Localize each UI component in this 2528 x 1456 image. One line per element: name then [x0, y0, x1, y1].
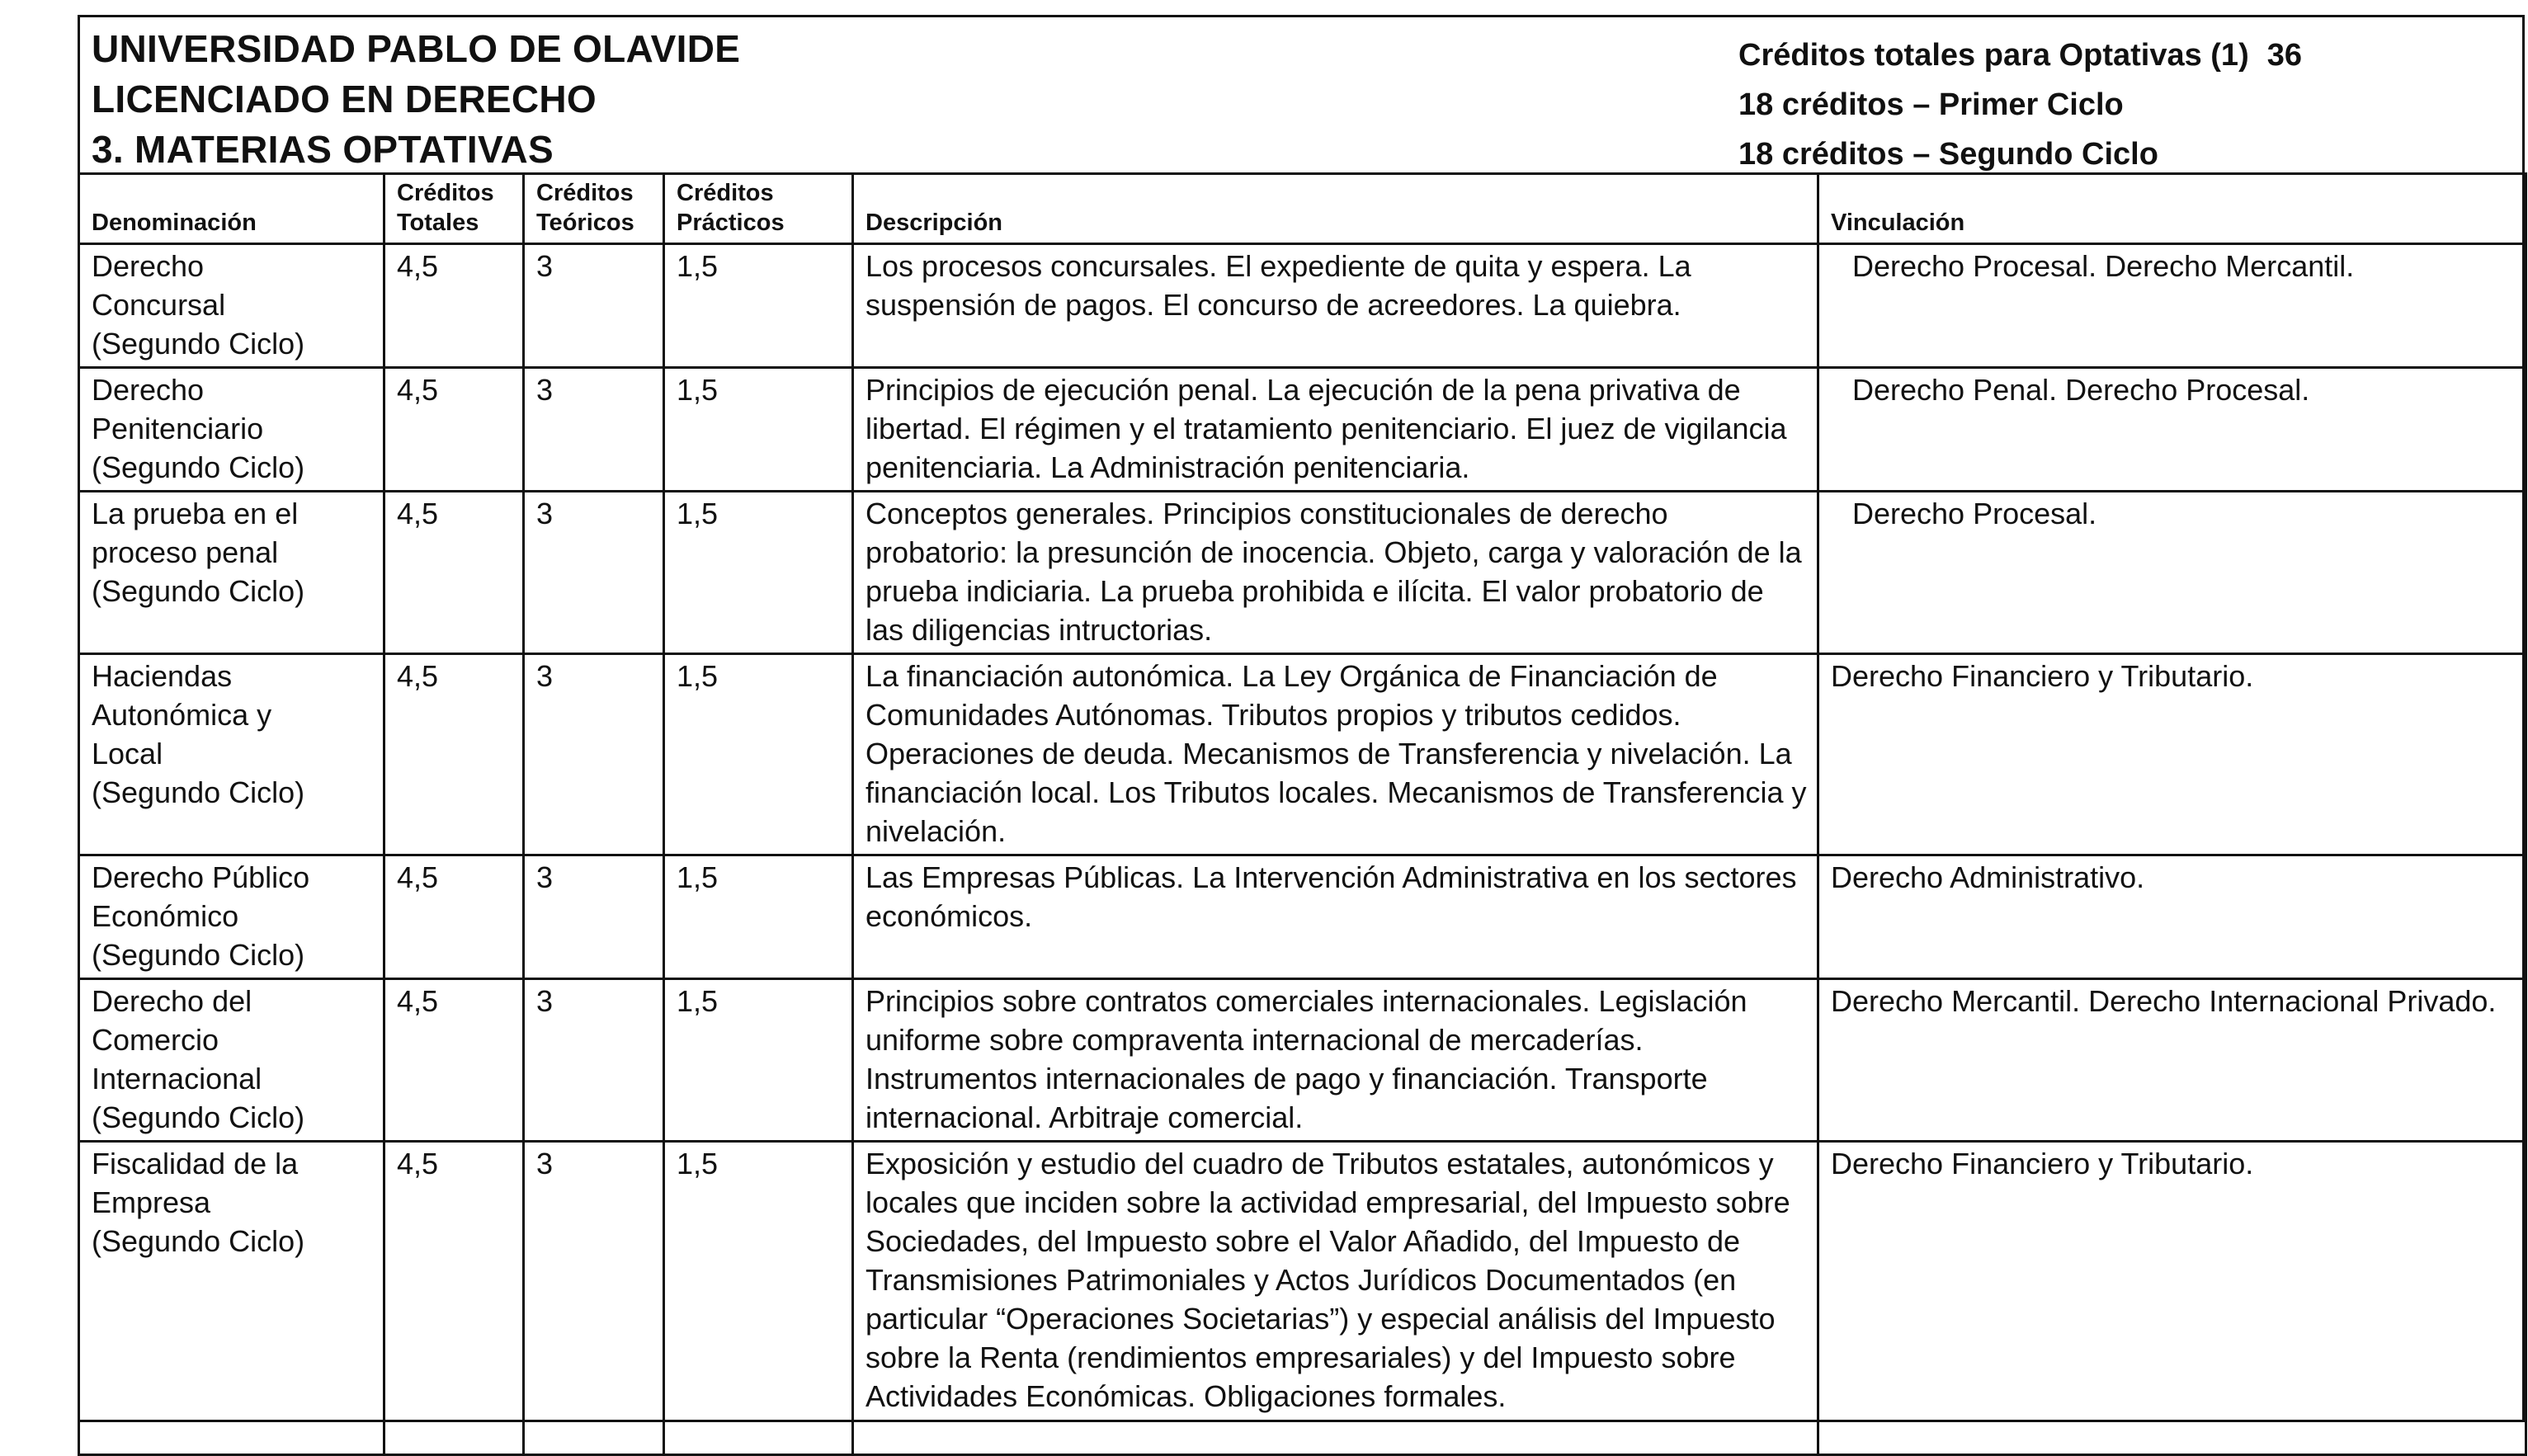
table-row [79, 244, 2526, 368]
name-line: (Segundo Ciclo) [92, 1100, 305, 1134]
cell-creditos-practicos: 1,5 [664, 1142, 853, 1455]
cell-creditos-practicos: 1,5 [664, 244, 853, 368]
table-header-row [79, 174, 2526, 244]
name-line: Derecho [92, 249, 205, 283]
name-line: (Segundo Ciclo) [92, 1224, 305, 1258]
total-credits-value: 36 [2266, 38, 2303, 73]
cell-denominacion [79, 492, 384, 654]
cell-creditos-teoricos: 3 [524, 855, 664, 979]
cell-descripcion: Principios de ejecución penal. La ejecución de la pena privativa de libertad. El régimen y el tratamiento penitenciario. El juez de vigilancia penitenciaria. La Administración penitenciaria. [853, 368, 1818, 492]
name-line: Fiscalidad de la [92, 1147, 299, 1180]
header-line: Totales [397, 210, 479, 236]
header-line: Créditos [677, 180, 774, 206]
table-row [79, 368, 2526, 492]
name-line: Haciendas [92, 659, 233, 693]
cell-creditos-teoricos: 3 [524, 368, 664, 492]
cell-vinculacion: Derecho Administrativo. [1818, 855, 2526, 979]
name-line: Autonómica y [92, 698, 272, 732]
table-row [79, 979, 2526, 1142]
cell-creditos-teoricos: 3 [524, 654, 664, 855]
name-line: Penitenciario [92, 412, 264, 445]
degree-name: LICENCIADO EN DERECHO [92, 78, 597, 120]
name-line: (Segundo Ciclo) [92, 327, 305, 360]
name-line: Local [92, 737, 163, 770]
cell-denominacion [79, 979, 384, 1142]
cell-denominacion [79, 368, 384, 492]
header-creditos-totales [384, 174, 524, 244]
table-row [79, 855, 2526, 979]
cell-descripcion: Exposición y estudio del cuadro de Tributos estatales, autonómicos y locales que inciden sobre la actividad empresarial, del Impuesto sobre Sociedades, del Impuesto sobre el Valor Añadido, del Impuesto de Transmisiones Patrimoniales y Actos Jurídicos Documentados (en particular “Operaciones Societarias”) y especial análisis del Impuesto sobre la Renta (rendimientos empresariales) y del Impuesto sobre Actividades Económicas. Obligaciones formales. [853, 1142, 1818, 1455]
cell-vinculacion: Derecho Procesal. [1818, 492, 2526, 654]
cell-creditos-teoricos: 3 [524, 244, 664, 368]
cell-creditos-totales: 4,5 [384, 654, 524, 855]
header-line: Teóricos [536, 210, 634, 236]
name-line: proceso penal [92, 535, 279, 569]
cell-creditos-practicos: 1,5 [664, 368, 853, 492]
segundo-ciclo-credits: 18 créditos – Segundo Ciclo [1738, 137, 2158, 172]
total-credits-line [1738, 31, 2302, 80]
cell-denominacion [79, 855, 384, 979]
cell-descripcion: Las Empresas Públicas. La Intervención Administrativa en los sectores económicos. [853, 855, 1818, 979]
cell-denominacion [79, 244, 384, 368]
header-vinculacion: Vinculación [1818, 174, 2526, 244]
header-creditos-teoricos [524, 174, 664, 244]
cell-creditos-teoricos: 3 [524, 1142, 664, 1455]
cell-creditos-totales: 4,5 [384, 1142, 524, 1455]
header-line: Prácticos [677, 210, 785, 236]
name-line: Derecho Público [92, 860, 310, 894]
cell-vinculacion: Derecho Financiero y Tributario. [1818, 1142, 2526, 1455]
credits-summary [1738, 31, 2302, 179]
name-line: La prueba en el [92, 497, 299, 530]
name-line: (Segundo Ciclo) [92, 450, 305, 484]
cell-denominacion [79, 1142, 384, 1455]
cell-vinculacion: Derecho Procesal. Derecho Mercantil. [1818, 244, 2526, 368]
document-title-block [92, 24, 740, 175]
cell-creditos-teoricos: 3 [524, 979, 664, 1142]
cell-denominacion [79, 654, 384, 855]
header-line: Créditos [397, 180, 494, 206]
cell-creditos-totales: 4,5 [384, 979, 524, 1142]
name-line: Derecho [92, 373, 205, 407]
name-line: (Segundo Ciclo) [92, 574, 305, 608]
cell-descripcion: La financiación autonómica. La Ley Orgánica de Financiación de Comunidades Autónomas. Tributos propios y tributos cedidos. Operaciones de deuda. Mecanismos de Transferencia y nivelación. La financiación local. Los Tributos locales. Mecanismos de Transferencia y nivelación. [853, 654, 1818, 855]
cell-vinculacion: Derecho Mercantil. Derecho Internacional Privado. [1818, 979, 2526, 1142]
table-row [79, 492, 2526, 654]
subjects-table [78, 172, 2527, 1456]
cell-descripcion: Principios sobre contratos comerciales internacionales. Legislación uniforme sobre compraventa internacional de mercaderías. Instrumentos internacionales de pago y financiación. Transporte internacional. Arbitraje comercial. [853, 979, 1818, 1142]
cell-vinculacion: Derecho Penal. Derecho Procesal. [1818, 368, 2526, 492]
name-line: Concursal [92, 288, 226, 322]
cell-descripcion: Conceptos generales. Principios constitucionales de derecho probatorio: la presunción de inocencia. Objeto, carga y valoración de la prueba indiciaria. La prueba prohibida e ilícita. El valor probatorio de las diligencias intructorias. [853, 492, 1818, 654]
header-denominacion: Denominación [79, 174, 384, 244]
cell-creditos-teoricos: 3 [524, 492, 664, 654]
name-line: Internacional [92, 1062, 262, 1096]
table-row [79, 654, 2526, 855]
cell-vinculacion: Derecho Financiero y Tributario. [1818, 654, 2526, 855]
section-title: 3. MATERIAS OPTATIVAS [92, 128, 554, 171]
cell-creditos-totales: 4,5 [384, 244, 524, 368]
document-sheet [78, 15, 2525, 1422]
cell-creditos-totales: 4,5 [384, 492, 524, 654]
cell-creditos-totales: 4,5 [384, 855, 524, 979]
cell-descripcion: Los procesos concursales. El expediente de quita y espera. La suspensión de pagos. El concurso de acreedores. La quiebra. [853, 244, 1818, 368]
name-line: (Segundo Ciclo) [92, 775, 305, 809]
name-line: Empresa [92, 1185, 211, 1219]
name-line: Económico [92, 899, 239, 933]
name-line: (Segundo Ciclo) [92, 938, 305, 972]
university-name: UNIVERSIDAD PABLO DE OLAVIDE [92, 27, 741, 70]
header-descripcion: Descripción [853, 174, 1818, 244]
header-line: Créditos [536, 180, 634, 206]
cell-creditos-practicos: 1,5 [664, 979, 853, 1142]
total-credits-label: Créditos totales para Optativas (1) [1738, 38, 2249, 73]
table-row [79, 1142, 2526, 1455]
header-creditos-practicos [664, 174, 853, 244]
cell-creditos-totales: 4,5 [384, 368, 524, 492]
name-line: Derecho del [92, 984, 252, 1018]
cell-creditos-practicos: 1,5 [664, 492, 853, 654]
cell-creditos-practicos: 1,5 [664, 654, 853, 855]
name-line: Comercio [92, 1023, 219, 1057]
primer-ciclo-credits: 18 créditos – Primer Ciclo [1738, 87, 2124, 122]
cell-creditos-practicos: 1,5 [664, 855, 853, 979]
